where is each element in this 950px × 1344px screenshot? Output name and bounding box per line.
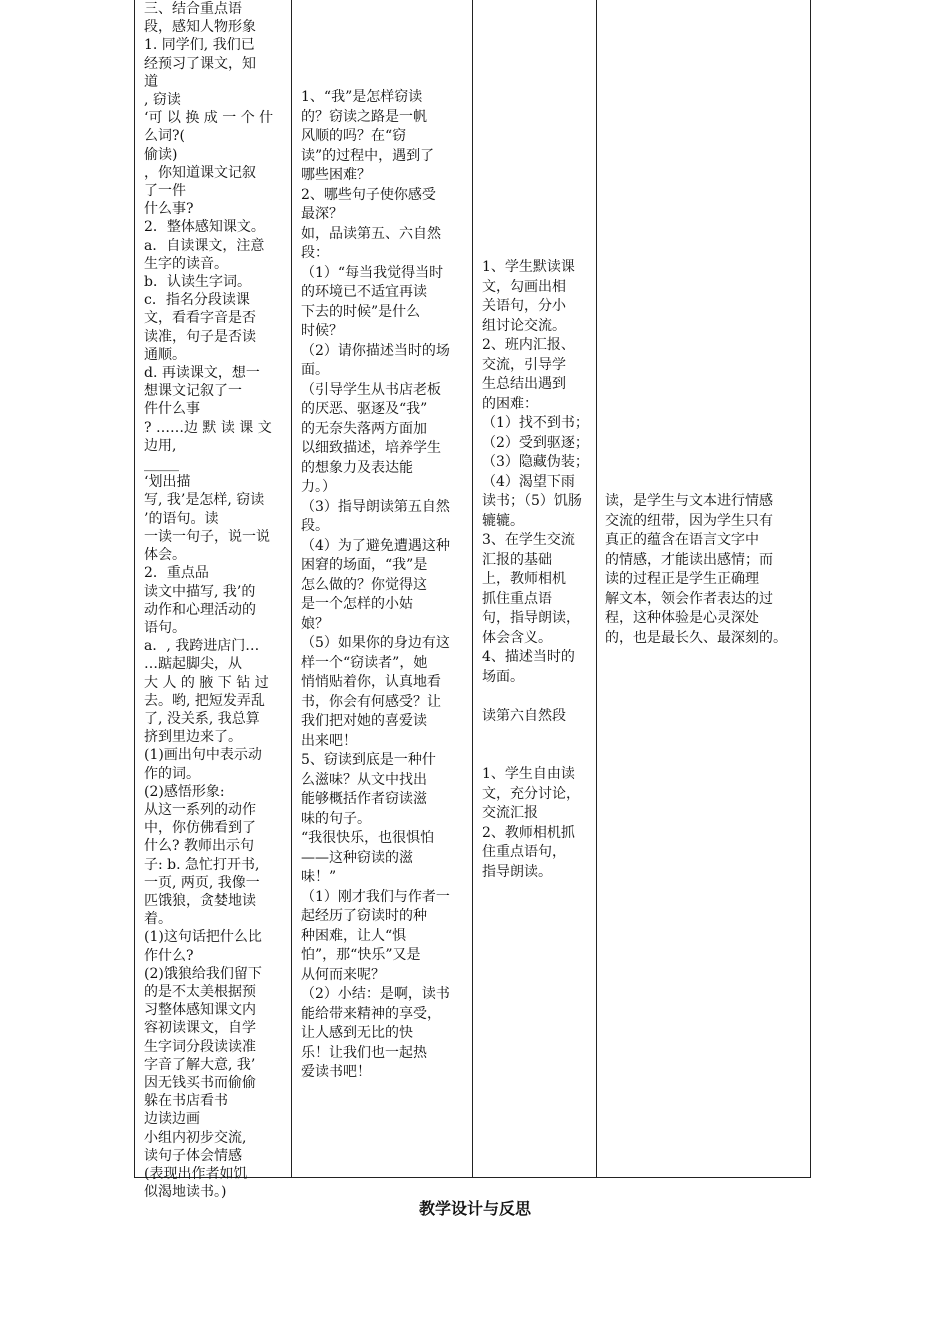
text-line: 1、学生默读课	[482, 259, 575, 275]
text-line: 什么? 教师出示句	[144, 838, 254, 855]
text-line: 让人感到无比的快	[301, 1025, 413, 1041]
text-line: 面。	[301, 362, 329, 378]
text-line	[482, 746, 591, 766]
text-line: 味！”	[301, 869, 337, 885]
text-line: 文，看看字音是否	[144, 310, 256, 327]
text-line: a．自读课文，注意	[144, 237, 265, 254]
text-line: 一读一句子，说一说	[144, 528, 270, 545]
text-line: 的是不太美根据预	[144, 983, 256, 1000]
text-line: “我很快乐，也很惧怕	[301, 830, 435, 846]
text-line: _____	[144, 456, 179, 473]
text-line: 段。	[301, 518, 329, 534]
text-line: 道	[144, 73, 158, 90]
text-line: 三、结合重点语	[144, 1, 242, 17]
text-line: …踮起脚尖，从	[144, 656, 242, 673]
text-line: 读”的过程中，遇到了	[301, 147, 435, 164]
text-line: 容初读课文，自学	[144, 1020, 256, 1037]
text-line: 最深？	[301, 206, 343, 222]
text-line: （5）如果你的身边有这	[301, 635, 450, 651]
teacher-guidance-text	[292, 88, 472, 1083]
text-line: 下去的时候”是什么	[301, 303, 421, 320]
text-line: 悄悄贴着你，认真地看	[301, 674, 441, 690]
text-line: 躲在书店看书	[144, 1093, 228, 1110]
text-line: 么词?(	[144, 128, 185, 145]
text-line: 爱读书吧！	[301, 1064, 371, 1080]
text-line: （3）指导朗读第五自然	[301, 498, 450, 515]
text-line: 写, 我’是怎样, 窃读	[144, 492, 265, 509]
teaching-steps-column	[135, 0, 292, 1201]
text-line: 1、“我”是怎样窃读	[301, 89, 423, 105]
text-line: 乐！让我们也一起热	[301, 1044, 427, 1061]
text-line: （1）“每当我觉得当时	[301, 264, 444, 281]
text-line: a．, 我跨进店门…	[144, 638, 260, 655]
text-line: 边用,	[144, 437, 177, 454]
text-line: 生字的读音。	[144, 255, 228, 272]
text-line: 子: b. 急忙打开书,	[144, 856, 260, 873]
text-line: 了一件	[144, 183, 186, 200]
text-line: 5、窃读到底是一种什	[301, 752, 436, 768]
text-line: 是一个怎样的小姑	[301, 596, 413, 612]
text-line: 读第六自然段	[482, 707, 566, 724]
text-line: 味的句子。	[301, 810, 371, 827]
text-line: ——这种窃读的滋	[301, 849, 413, 866]
text-line: 字音了解大意, 我’	[144, 1056, 256, 1073]
text-line: 了, 没关系, 我总算	[144, 710, 260, 727]
text-line: 怎么做的？你觉得这	[301, 576, 427, 593]
text-line: 去。哟, 把短发弄乱	[144, 692, 265, 709]
text-line: 能给带来精神的享受，	[301, 1005, 441, 1022]
text-line: （1）找不到书；	[482, 415, 589, 431]
text-line: (1)画出句中表示动	[144, 747, 262, 764]
text-line: 解文本，领会作者表达的过	[605, 590, 773, 607]
text-line: 一页, 两页, 我像一	[144, 874, 260, 891]
text-line: 什么事?	[144, 201, 194, 218]
text-line: 的厌恶、驱逐及“我”	[301, 401, 428, 417]
text-line: （1）刚才我们与作者一	[301, 888, 450, 905]
student-activity-text	[473, 258, 596, 882]
text-line: 时候？	[301, 323, 343, 339]
text-line: 的？窃读之路是一帆	[301, 108, 427, 125]
text-line: （2）请你描述当时的场	[301, 342, 450, 359]
text-line: 着。	[144, 911, 172, 928]
text-line: 从何而来呢？	[301, 966, 385, 983]
text-line: 体会含义。	[482, 629, 552, 646]
text-line: 辘辘。	[482, 512, 524, 529]
text-line: 4、描述当时的	[482, 649, 575, 665]
text-line: 想课文记叙了一	[144, 383, 242, 400]
lesson-table	[134, 0, 811, 1201]
text-line: 生字词分段读读准	[144, 1038, 256, 1055]
text-line: 读准，句子是否读	[144, 328, 256, 345]
text-line: 程，这种体验是心灵深处	[605, 610, 759, 626]
text-line: 起经历了窃读时的种	[301, 908, 427, 924]
text-line: （4）渴望下雨	[482, 473, 575, 490]
text-line: 2、哪些句子使你感受	[301, 186, 436, 203]
text-line: ‘可 以 换 成 一 个 什	[144, 110, 274, 127]
text-line: 3、在学生交流	[482, 532, 575, 548]
text-line: 件什么事	[144, 401, 200, 418]
text-line: 以细致描述，培养学生	[301, 440, 441, 456]
text-line: (1)这句话把什么比	[144, 929, 262, 946]
text-line: 样一个“窃读者”，她	[301, 654, 428, 671]
text-line: 2、教师相机抓	[482, 824, 575, 841]
text-line: 上，教师相机	[482, 571, 566, 587]
text-line: 交流的纽带，因为学生只有	[605, 512, 773, 529]
text-line	[482, 726, 591, 746]
text-line: , 窃读	[144, 92, 181, 109]
text-line: 生总结出遇到	[482, 376, 566, 392]
text-line: 体会。	[144, 547, 186, 564]
text-line: 指导朗读。	[482, 863, 552, 880]
text-line: 怕”，那“快乐”又是	[301, 947, 421, 963]
text-line: b．认读生字词。	[144, 274, 251, 291]
text-line: 么滋味？从文中找出	[301, 771, 427, 788]
text-line: 风顺的吗？在“窃	[301, 128, 407, 144]
text-line: d. 再读课文，想一	[144, 365, 260, 382]
text-line: ‘划出描	[144, 474, 191, 491]
text-line: 句，指导朗读，	[482, 610, 580, 626]
text-line: 文，勾画出相	[482, 278, 566, 295]
text-line: 读句子体会情感	[144, 1147, 242, 1164]
text-line	[482, 687, 591, 707]
text-line: 的无奈失落两方面加	[301, 420, 427, 437]
text-line: 2、班内汇报、	[482, 337, 575, 353]
text-line: 关语句，分小	[482, 298, 566, 314]
text-line: 读的过程正是学生正确理	[605, 571, 759, 587]
text-line: 小组内初步交流,	[144, 1129, 247, 1146]
text-line: 读，是学生与文本进行情感	[605, 493, 773, 509]
text-line: 因无钱买书而偷偷	[144, 1074, 256, 1091]
text-line: 大 人 的 腋 下 钻 过	[144, 674, 269, 691]
text-line: 经预习了课文，知	[144, 55, 256, 72]
text-line: 种困难，让人“惧	[301, 927, 407, 944]
text-line: 1、学生自由读	[482, 766, 575, 782]
text-line: 2．整体感知课文。	[144, 219, 265, 236]
text-line: 偷读)	[144, 146, 178, 163]
text-line: 交流汇报	[482, 805, 538, 821]
section-heading: 教学设计与反思	[418, 1199, 531, 1218]
text-line: 如，品读第五、六自然	[301, 225, 441, 242]
text-line: (2)饿狼给我们留下	[144, 965, 262, 982]
text-line: 交流，引导学	[482, 356, 566, 373]
teaching-steps-text	[135, 0, 291, 1201]
text-line: (2)感悟形象:	[144, 783, 225, 800]
text-line: 2．重点品	[144, 565, 209, 582]
text-line: ，你知道课文记叙	[144, 164, 256, 181]
text-line: ? ……边 默 读 课 文	[144, 419, 272, 436]
text-line: 场面。	[482, 668, 524, 685]
text-line: ’的语句。读	[144, 510, 219, 527]
design-intent-column	[597, 0, 810, 1177]
text-line: 困窘的场面，“我”是	[301, 557, 428, 573]
text-line: 抓住重点语	[482, 590, 552, 607]
text-line: (表现出作者如饥	[144, 1166, 248, 1182]
text-line: 挤到里边来了。	[144, 729, 242, 746]
text-line: 真正的蕴含在语言文字中	[605, 532, 759, 548]
text-line: 语句。	[144, 619, 186, 636]
text-line: 哪些困难？	[301, 167, 371, 183]
text-line: 力。）	[301, 479, 336, 495]
text-line: 读书；（5）饥肠	[482, 493, 582, 509]
text-line: 段：	[301, 245, 329, 261]
text-line: 的困难：	[482, 395, 538, 412]
text-line: 出来吧！	[301, 732, 357, 749]
text-line: 从这一系列的动作	[144, 801, 256, 818]
text-line: 的环境已不适宜再读	[301, 284, 427, 300]
teacher-guidance-column	[292, 0, 473, 1177]
text-line: 的情感，才能读出感情；而	[605, 551, 773, 568]
text-line: 能够概括作者窃读滋	[301, 791, 427, 807]
text-line: 我们把对她的喜爱读	[301, 713, 427, 729]
text-line: 匹饿狼，贪婪地读	[144, 892, 256, 909]
text-line: 文，充分讨论，	[482, 785, 580, 802]
text-line: 书，你会有何感受？让	[301, 693, 441, 710]
text-line: 习整体感知课文内	[144, 1002, 256, 1019]
text-line: 似渴地读书。)	[144, 1184, 227, 1201]
text-line: 读文中描写, 我’的	[144, 583, 256, 600]
text-line: 作什么?	[144, 947, 194, 964]
text-line: 的想象力及表达能	[301, 459, 413, 476]
text-line: （3）隐藏伪装；	[482, 454, 589, 470]
text-line: （4）为了避免遭遇这种	[301, 537, 450, 554]
text-line: 作的词。	[144, 765, 200, 782]
student-activity-column	[473, 0, 597, 1177]
design-intent-text	[597, 492, 810, 648]
text-line: （引导学生从书店老板	[301, 381, 441, 398]
text-line: （2）受到驱逐；	[482, 434, 589, 451]
text-line: 边读边画	[144, 1111, 200, 1128]
text-line: （2）小结：是啊，读书	[301, 986, 450, 1002]
text-line: 1. 同学们, 我们已	[144, 37, 255, 54]
text-line: 娘？	[301, 615, 329, 632]
text-line: 汇报的基础	[482, 551, 552, 568]
text-line: 段，感知人物形象	[144, 19, 256, 36]
text-line: 住重点语句，	[482, 844, 566, 860]
text-line: c．指名分段读课	[144, 292, 250, 309]
text-line: 组讨论交流。	[482, 317, 566, 334]
text-line: 中，你仿佛看到了	[144, 820, 256, 837]
text-line: 动作和心理活动的	[144, 601, 256, 618]
text-line: 通顺。	[144, 346, 186, 363]
text-line: 的，也是最长久、最深刻的。	[605, 629, 787, 646]
